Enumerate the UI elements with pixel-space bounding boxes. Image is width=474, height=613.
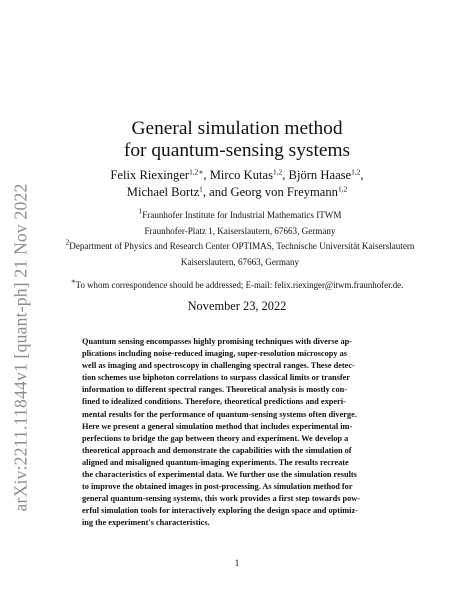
page-number: 1 — [234, 558, 240, 568]
affiliation-mark: 2 — [65, 237, 70, 247]
affiliation-2-line-2: Kaiserslautern, 67663, Germany — [180, 256, 300, 267]
abstract-line: general quantum-sensing systems, this work provides a first step towards pow- — [82, 494, 361, 504]
abstract-line: ing the experiment's characteristics. — [82, 518, 210, 528]
author-line-2 — [0, 184, 474, 201]
author-separator: , — [360, 168, 364, 182]
author-affiliation-mark: 1 — [199, 184, 203, 194]
author-name: , Mirco Kutas — [203, 168, 273, 182]
correspondence-mark: ∗ — [70, 276, 76, 286]
abstract-line: mental results for the performance of quantum-sensing systems often diverge. — [82, 409, 357, 419]
abstract-line: well as imaging and spectroscopy in challenging spectral ranges. These detec- — [82, 361, 355, 371]
affiliation-mark: 1 — [138, 206, 143, 216]
abstract-line: erful simulation tools for interactively exploring the design space and optimiz- — [82, 506, 358, 516]
paper-title — [0, 118, 474, 162]
title-line-1: General simulation method — [131, 118, 343, 139]
author-name: Felix Riexinger — [110, 168, 190, 182]
affiliation-1-line-2: Fraunhofer-Platz 1, Kaiserslautern, 67663, Germany — [144, 225, 336, 236]
affiliation-2-line-1 — [40, 239, 440, 255]
abstract-line: theoretical approach and demonstrate the capabilities with the simulation of — [82, 445, 352, 455]
abstract-line: Quantum sensing encompasses highly promising techniques with diverse ap- — [82, 337, 352, 346]
abstract-line: the characteristics of experimental data. We further use the simulation results — [82, 470, 357, 480]
paper-date: November 23, 2022 — [187, 299, 287, 313]
author-affiliation-mark: 1,2 — [273, 167, 283, 177]
author-affiliation-mark: 1,2 — [337, 184, 348, 194]
author-name: Michael Bortz — [126, 185, 200, 199]
author-list — [0, 167, 474, 201]
correspondence-note — [0, 276, 474, 291]
affiliation-text: Fraunhofer Institute for Industrial Mathematics ITWM — [142, 210, 342, 220]
abstract — [82, 336, 400, 530]
author-name: , and Georg von Freymann — [202, 185, 338, 199]
abstract-line: perfections to bridge the gap between theory and experiment. We develop a — [82, 433, 349, 443]
affiliation-text: Department of Physics and Research Center OPTIMAS, Technische Universität Kaiserslautern — [69, 241, 415, 252]
abstract-line: information to different spectral ranges. Theoretical analysis is mostly con- — [82, 385, 348, 395]
abstract-line: aligned and misaligned quantum-imaging experiments. The results recreate — [82, 457, 349, 467]
arxiv-identifier-text: arXiv:2211.11844v1 [quant-ph] 21 Nov 2022 — [10, 183, 31, 512]
author-line-1 — [0, 167, 474, 184]
affiliation-1-line-1 — [40, 208, 440, 224]
arxiv-identifier-stamp — [8, 150, 34, 545]
abstract-line: fined to idealized conditions. Therefore, theoretical predictions and experi- — [82, 397, 346, 407]
author-affiliation-mark: 1,2 — [351, 167, 361, 177]
abstract-line: to improve the obtained images in post-processing. As simulation method for — [82, 482, 353, 492]
affiliations — [40, 208, 440, 270]
abstract-line: plications including noise-reduced imaging, super-resolution microscopy as — [82, 349, 347, 359]
title-line-2: for quantum-sensing systems — [123, 140, 351, 161]
abstract-line: Here we present a general simulation method that includes experimental im- — [82, 421, 353, 431]
abstract-line: tion schemes use biphoton correlations to surpass classical limits or transfer — [82, 373, 350, 383]
author-affiliation-mark: 1,2∗ — [189, 167, 204, 177]
correspondence-text: To whom correspondence should be addressed; E-mail: felix.riexinger@itwm.fraunhofer.de. — [75, 280, 404, 290]
author-name: , Björn Haase — [282, 168, 352, 182]
